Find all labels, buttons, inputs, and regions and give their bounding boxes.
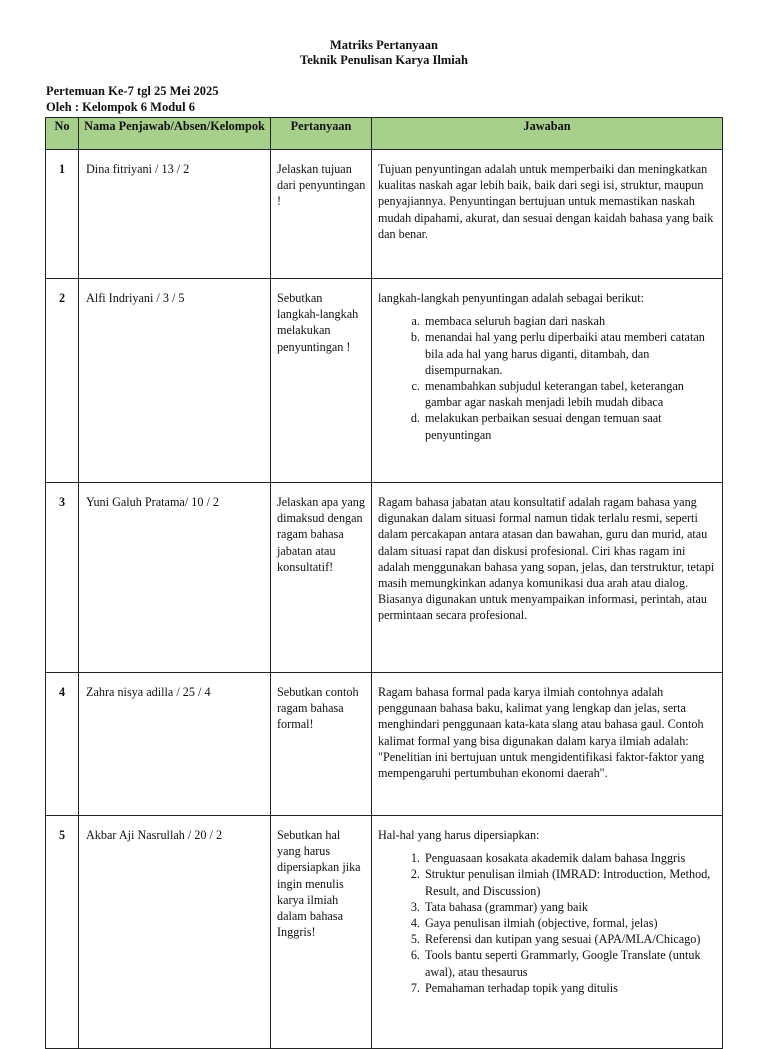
respondent-name: Zahra nisya adilla / 25 / 4 — [79, 673, 271, 816]
question-text: Sebutkan hal yang harus dipersiapkan jika ingin menulis karya ilmiah dalam bahasa Inggris! — [271, 816, 372, 1049]
answer-cell — [372, 816, 723, 1049]
list-item: d. melakukan perbaikan sesuai dengan temuan saat penyuntingan — [423, 410, 716, 442]
question-text: Jelaskan tujuan dari penyuntingan ! — [271, 150, 372, 279]
table-row — [46, 150, 723, 279]
list-item: 7. Pemahaman terhadap topik yang ditulis — [423, 980, 716, 996]
answer-cell — [372, 673, 723, 816]
answer-cell — [372, 483, 723, 673]
list-item: 2. Struktur penulisan ilmiah (IMRAD: Introduction, Method, Result, and Discussion) — [423, 866, 716, 898]
question-text: Jelaskan apa yang dimaksud dengan ragam bahasa jabatan atau konsultatif! — [271, 483, 372, 673]
list-item: 3. Tata bahasa (grammar) yang baik — [423, 899, 716, 915]
answer-text: Tujuan penyuntingan adalah untuk memperbaiki dan meningkatkan kualitas naskah agar lebih baik, baik dari segi isi, struktur, maupun penyajiannya. Penyuntingan bertujuan untuk memastikan naskah mudah dipahami, akurat, dan sesuai dengan kaidah bahasa yang baik dan benar. — [378, 162, 714, 241]
table-row — [46, 279, 723, 483]
question-text: Sebutkan contoh ragam bahasa formal! — [271, 673, 372, 816]
table-row — [46, 816, 723, 1049]
list-item: b. menandai hal yang perlu diperbaiki atau memberi catatan bila ada hal yang harus diganti, ditambah, dan disempurnakan. — [423, 329, 716, 378]
row-number: 2 — [46, 279, 79, 483]
answer-list — [378, 313, 716, 443]
answer-text: Ragam bahasa jabatan atau konsultatif adalah ragam bahasa yang digunakan dalam situasi formal namun tidak terlalu resmi, seperti dalam percakapan antara atasan dan bawahan, guru dan murid, atau dalam situasi rapat dan diskusi profesional. Ciri khas ragam ini adalah menggunakan bahasa yang sopan, jelas, dan terstruktur, tetapi masih memungkinkan adanya komunikasi dua arah atau dialog. Biasanya digunakan untuk menyampaikan informasi, perintah, atau permintaan secara profesional. — [378, 495, 715, 623]
respondent-name: Yuni Galuh Pratama/ 10 / 2 — [79, 483, 271, 673]
question-matrix-table — [45, 117, 723, 1049]
respondent-name: Dina fitriyani / 13 / 2 — [79, 150, 271, 279]
column-header-question: Pertanyaan — [271, 118, 372, 150]
answer-list — [378, 850, 716, 996]
meeting-info: Pertemuan Ke-7 tgl 25 Mei 2025 — [46, 84, 219, 98]
answer-cell — [372, 150, 723, 279]
answer-text: Ragam bahasa formal pada karya ilmiah contohnya adalah penggunaan bahasa baku, kalimat yang lengkap dan jelas, serta menghindari penggunaan kata-kata slang atau bahasa gaul. Contoh kalimat formal yang bisa digunakan dalam karya ilmiah adalah: "Penelitian ini bertujuan untuk mengidentifikasi faktor-faktor yang mempengaruhi pertumbuhan ekonomi daerah". — [378, 685, 705, 781]
question-text: Sebutkan langkah-langkah melakukan penyuntingan ! — [271, 279, 372, 483]
list-item: 5. Referensi dan kutipan yang sesuai (APA/MLA/Chicago) — [423, 931, 716, 947]
author-info: Oleh : Kelompok 6 Modul 6 — [46, 100, 195, 114]
column-header-answer: Jawaban — [372, 118, 723, 150]
row-number: 5 — [46, 816, 79, 1049]
table-row — [46, 483, 723, 673]
respondent-name: Alfi Indriyani / 3 / 5 — [79, 279, 271, 483]
column-header-no: No — [46, 118, 79, 150]
answer-text: langkah-langkah penyuntingan adalah sebagai berikut: — [378, 291, 645, 305]
row-number: 1 — [46, 150, 79, 279]
document-subtitle: Teknik Penulisan Karya Ilmiah — [300, 53, 468, 67]
row-number: 3 — [46, 483, 79, 673]
table-row — [46, 673, 723, 816]
document-title: Matriks Pertanyaan — [330, 38, 438, 52]
answer-cell — [372, 279, 723, 483]
list-item: 1. Penguasaan kosakata akademik dalam bahasa Inggris — [423, 850, 716, 866]
list-item: 4. Gaya penulisan ilmiah (objective, formal, jelas) — [423, 915, 716, 931]
list-item: 6. Tools bantu seperti Grammarly, Google Translate (untuk awal), atau thesaurus — [423, 947, 716, 979]
table-header-row — [46, 118, 723, 150]
list-item: a. membaca seluruh bagian dari naskah — [423, 313, 716, 329]
row-number: 4 — [46, 673, 79, 816]
column-header-name: Nama Penjawab/Absen/Kelompok — [79, 118, 271, 150]
list-item: c. menambahkan subjudul keterangan tabel, keterangan gambar agar naskah menjadi lebih mudah dibaca — [423, 378, 716, 410]
respondent-name: Akbar Aji Nasrullah / 20 / 2 — [79, 816, 271, 1049]
answer-text: Hal-hal yang harus dipersiapkan: — [378, 828, 540, 842]
